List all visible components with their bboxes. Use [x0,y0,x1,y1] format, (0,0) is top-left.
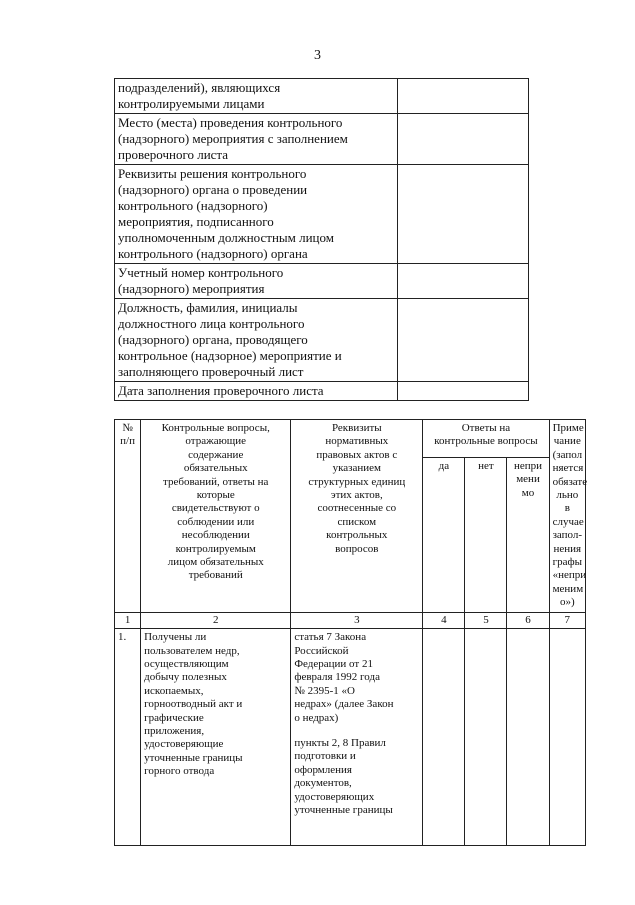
column-number: 6 [507,612,549,628]
info-row-label: Учетный номер контрольного (надзорного) мероприятия [115,264,398,299]
header-yes: да [423,457,465,612]
column-number: 5 [465,612,507,628]
info-row-label: Должность, фамилия, инициалы должностного лица контрольного (надзорного) органа, проводящего контрольное (надзорное) мероприятие и заполняющего проверочный лист [115,299,398,382]
info-row [115,382,529,401]
column-number: 1 [115,612,141,628]
row-requisites [291,629,423,846]
column-number: 7 [549,612,585,628]
info-row-value[interactable] [398,382,529,401]
inspection-info-table [114,78,529,401]
answer-not-applicable-cell[interactable] [507,629,549,846]
info-row [115,79,529,114]
header-not-applicable: непри мени мо [507,457,549,612]
answer-yes-cell[interactable] [423,629,465,846]
header-no: нет [465,457,507,612]
requisite-gap [294,725,419,737]
row-requisite-rules: пункты 2, 8 Правил подготовки и оформления документов, удостоверяющих уточненные границы [294,736,393,816]
column-number-row [115,612,586,628]
table-header-row [115,420,586,458]
column-number: 2 [141,612,291,628]
info-row-label: Реквизиты решения контрольного (надзорного) органа о проведении контрольного (надзорного) мероприятия, подписанного уполномоченным должностным лицом контрольного (надзорного) органа [115,165,398,264]
column-number: 3 [291,612,423,628]
header-num: № п/п [115,420,141,613]
info-row-value[interactable] [398,264,529,299]
column-number: 4 [423,612,465,628]
checklist-table [114,419,586,846]
note-cell[interactable] [549,629,585,846]
row-number: 1. [115,629,141,846]
info-row-value[interactable] [398,299,529,382]
info-row-label: Дата заполнения проверочного листа [115,382,398,401]
page-number: 3 [314,48,321,63]
info-row-label: подразделений), являющихся контролируемыми лицами [115,79,398,114]
info-row-value[interactable] [398,114,529,165]
info-row [115,299,529,382]
table-row [115,629,586,846]
header-requisites: Реквизиты нормативных правовых актов с указанием структурных единиц этих актов, соотнесенные со списком контрольных вопросов [291,420,423,613]
answer-no-cell[interactable] [465,629,507,846]
info-row-value[interactable] [398,165,529,264]
info-row [115,264,529,299]
header-questions: Контрольные вопросы, отражающие содержание обязательных требований, ответы на которые свидетельствуют о соблюдении или несоблюдении контролируемым лицом обязательных требований [141,420,291,613]
info-row [115,114,529,165]
header-answers: Ответы на контрольные вопросы [423,420,549,458]
info-row [115,165,529,264]
info-row-value[interactable] [398,79,529,114]
header-note: Приме чание (запол няется обязате льно в случае запол- нения графы «непри меним о») [549,420,585,613]
row-requisite-law: статья 7 Закона Российской Федерации от 21 февраля 1992 года № 2395-1 «О недрах» (далее Закон о недрах) [294,631,394,724]
info-row-label: Место (места) проведения контрольного (надзорного) мероприятия с заполнением проверочного листа [115,114,398,165]
row-question: Получены ли пользователем недр, осуществляющим добычу полезных ископаемых, горноотводный акт и графические приложения, удостоверяющие уточненные границы горного отвода [141,629,291,846]
